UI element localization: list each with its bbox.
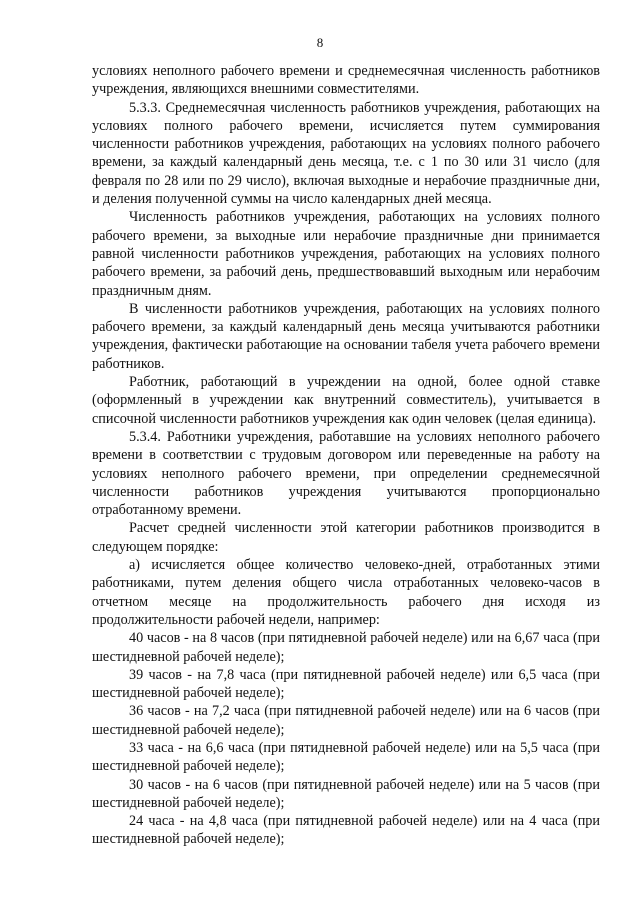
paragraph-weekend-count: Численность работников учреждения, работающих на условиях полного рабочего времени, за выходные или нерабочие праздничные дни принимается равной численности работников учреждения, работающих на условиях полного рабочего времени, за рабочий день, предшествовавший выходным или нерабочим праздничным дням.	[92, 209, 600, 299]
paragraph-5-3-3: 5.3.3. Среднемесячная численность работников учреждения, работающих на условиях полного рабочего времени, исчисляется путем суммирования численности работников учреждения, работающих на условиях полного рабочего времени, за каждый календарный день месяца, т.е. с 1 по 30 или 31 число (для февраля по 28 или по 29 число), включая выходные и нерабочие праздничные дни, и деления полученной суммы на число календарных дней месяца.	[92, 99, 600, 208]
document-body	[92, 62, 600, 849]
list-item-40-hours: 40 часов - на 8 часов (при пятидневной рабочей неделе) или на 6,67 часа (при шестидневной рабочей неделе);	[92, 630, 600, 665]
paragraph-calculation-order: Расчет средней численности этой категории работников производится в следующем порядке:	[92, 520, 600, 555]
list-item-36-hours: 36 часов - на 7,2 часа (при пятидневной рабочей неделе) или на 6 часов (при шестидневной рабочей неделе);	[92, 703, 600, 738]
paragraph-continuation: условиях неполного рабочего времени и среднемесячная численность работников учреждения, являющихся внешними совместителями.	[92, 63, 600, 98]
list-item-39-hours: 39 часов - на 7,8 часа (при пятидневной рабочей неделе) или 6,5 часа (при шестидневной рабочей неделе);	[92, 666, 600, 702]
list-item-24-hours: 24 часа - на 4,8 часа (при пятидневной рабочей неделе) или на 4 часа (при шестидневной рабочей неделе);	[92, 813, 600, 848]
list-item-33-hours: 33 часа - на 6,6 часа (при пятидневной рабочей неделе) или на 5,5 часа (при шестидневной рабочей неделе);	[92, 739, 600, 775]
paragraph-item-a: а) исчисляется общее количество человеко-дней, отработанных этими работниками, путем деления общего числа отработанных человеко-часов в отчетном месяце на продолжительность рабочего дня исходя из продолжительности рабочей недели, например:	[92, 557, 600, 628]
paragraph-timesheet: В численности работников учреждения, работающих на условиях полного рабочего времени, за каждый календарный день месяца учитываются работники учреждения, фактически работающие на основании табеля учета рабочего времени работников.	[92, 300, 600, 372]
list-item-30-hours: 30 часов - на 6 часов (при пятидневной рабочей неделе) или на 5 часов (при шестидневной рабочей неделе);	[92, 776, 600, 811]
page-number: 8	[316, 35, 324, 50]
paragraph-internal-part-timer: Работник, работающий в учреждении на одной, более одной ставке (оформленный в учреждении как внутренний совместитель), учитывается в списочной численности работников учреждения как один человек (целая единица).	[92, 374, 600, 427]
paragraph-5-3-4: 5.3.4. Работники учреждения, работавшие на условиях неполного рабочего времени в соответствии с трудовым договором или переведенные на работу на условиях неполного рабочего времени, при определении среднемесячной численности работников учреждения учитываются пропорционально отработанному времени.	[92, 428, 600, 519]
